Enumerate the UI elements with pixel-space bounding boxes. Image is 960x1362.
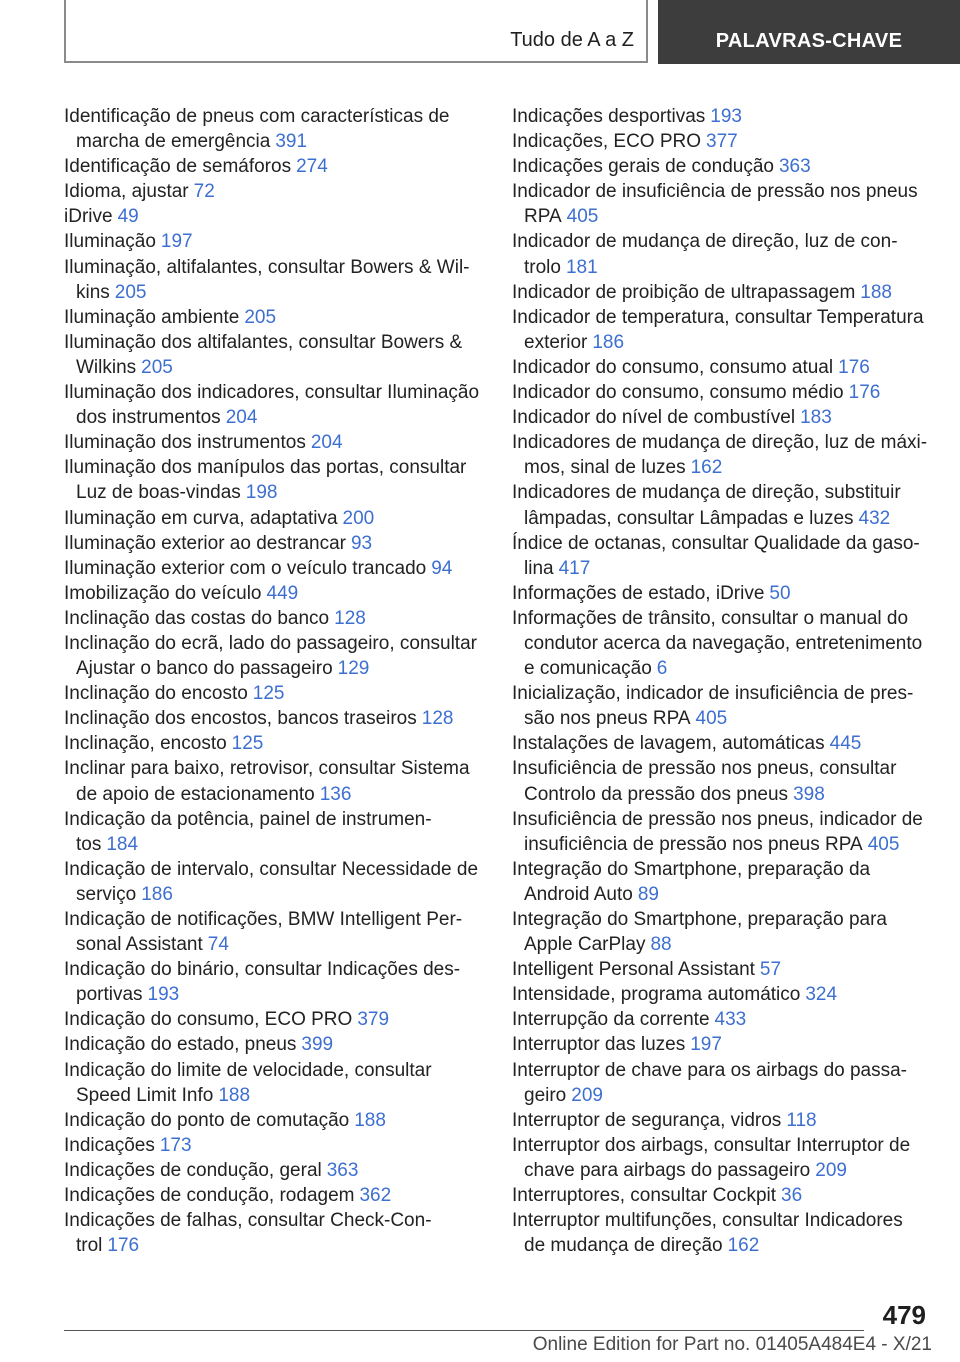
index-column-right	[512, 104, 932, 1258]
index-entry	[64, 1058, 482, 1108]
page-reference-link[interactable]: 445	[829, 733, 862, 755]
index-entry	[512, 907, 932, 957]
index-entry-text: dos instrumentos	[76, 407, 221, 429]
index-entry-text: Inclinar para baixo, retrovisor, consultar Sistema	[64, 758, 470, 780]
index-entry-text: Indicações gerais de condução	[512, 156, 774, 178]
index-entry-text: Insuficiência de pressão nos pneus, indicador de	[512, 808, 923, 830]
index-entry	[64, 1183, 482, 1208]
index-entry	[512, 581, 932, 606]
index-entry-text: Indicação do estado, pneus	[64, 1034, 297, 1056]
index-entry	[512, 1007, 932, 1032]
page-reference-link[interactable]: 49	[117, 206, 139, 228]
page-reference-link[interactable]: 377	[706, 131, 738, 153]
page-reference-link[interactable]: 89	[637, 883, 659, 905]
page-reference-link[interactable]: 181	[565, 256, 598, 278]
page-reference-link[interactable]: 6	[656, 658, 668, 680]
index-entry-text: Apple CarPlay	[524, 934, 646, 956]
page-reference-link[interactable]: 36	[781, 1185, 803, 1207]
index-entry-text: Inicialização, indicador de insuficiência de pres-	[512, 683, 914, 705]
index-entry-text: Ajustar o banco do passageiro	[76, 658, 333, 680]
index-entry	[64, 455, 482, 505]
index-entry-text: Iluminação exterior ao destrancar	[64, 532, 346, 554]
page-reference-link[interactable]: 93	[350, 532, 373, 554]
index-entry-text: Speed Limit Info	[76, 1084, 214, 1106]
index-entry-text: Indicadores de mudança de direção, luz de máxi-	[512, 432, 928, 454]
page-reference-link[interactable]: 176	[838, 356, 870, 378]
page-reference-link[interactable]: 129	[337, 658, 370, 680]
index-entry	[64, 255, 482, 305]
index-entry	[64, 907, 482, 957]
index-entry	[64, 531, 482, 556]
page-reference-link[interactable]: 74	[207, 934, 229, 956]
page-reference-link[interactable]: 399	[301, 1034, 334, 1056]
index-entry-text: Indicações de condução, geral	[64, 1159, 322, 1181]
index-entry-text: Controlo da pressão dos pneus	[524, 783, 789, 805]
index-entry	[64, 104, 482, 154]
chapter-tab: PALAVRAS-CHAVE	[658, 0, 960, 64]
index-entry-text: Interruptor de chave para os airbags do passa-	[512, 1059, 908, 1081]
index-entry	[512, 857, 932, 907]
page-reference-link[interactable]: 209	[815, 1159, 847, 1181]
page-reference-link[interactable]: 274	[296, 156, 328, 178]
index-entry-text: Indicações	[64, 1134, 155, 1156]
page-reference-link[interactable]: 125	[231, 733, 264, 755]
header-divider-rule	[646, 0, 648, 63]
page-reference-link[interactable]: 186	[592, 331, 625, 353]
index-entry-text: trol	[76, 1235, 103, 1257]
index-entry-text: Indicação de intervalo, consultar Necessidade de	[64, 858, 479, 880]
index-entry-text: Inclinação dos encostos, bancos traseiros	[64, 708, 417, 730]
page-reference-link[interactable]: 205	[244, 306, 277, 328]
index-entry-text: Indicador de temperatura, consultar Temperatura	[512, 306, 924, 328]
index-entry	[512, 480, 932, 530]
page-reference-link[interactable]: 176	[848, 382, 881, 404]
index-entry-text: Inclinação, encosto	[64, 733, 227, 755]
index-entry-text: Interruptor das luzes	[512, 1034, 686, 1056]
page-reference-link[interactable]: 417	[558, 557, 591, 579]
index-entry	[512, 681, 932, 731]
index-entry-text: chave para airbags do passageiro	[524, 1159, 811, 1181]
page-reference-link[interactable]: 57	[759, 959, 782, 981]
index-entry-text: portivas	[76, 984, 143, 1006]
index-entry	[64, 556, 482, 581]
index-entry-text: Android Auto	[524, 883, 633, 905]
index-entry-text: kins	[76, 281, 110, 303]
page-reference-link[interactable]: 193	[710, 106, 742, 127]
index-entry-text: Wilkins	[76, 356, 137, 378]
index-entry	[512, 982, 932, 1007]
page-reference-link[interactable]: 204	[310, 432, 343, 454]
section-label: Tudo de A a Z	[510, 29, 634, 51]
index-entry-text: Idioma, ajustar	[64, 181, 189, 203]
page-reference-link[interactable]: 50	[769, 582, 791, 604]
index-entry	[512, 154, 932, 179]
index-entry	[64, 1208, 482, 1258]
index-entry	[512, 179, 932, 229]
index-entry	[512, 129, 932, 154]
page-reference-link[interactable]: 125	[252, 683, 285, 705]
index-entry-text: Inclinação do encosto	[64, 683, 248, 705]
index-entry	[64, 1133, 482, 1158]
page-reference-link[interactable]: 391	[275, 131, 308, 153]
header-bottom-rule	[64, 61, 648, 63]
index-entry	[64, 506, 482, 531]
index-entry-text: Indicador de insuficiência de pressão nos pneus	[512, 181, 918, 203]
index-entry	[512, 355, 932, 380]
index-entry	[64, 380, 482, 430]
index-entry	[512, 807, 932, 857]
page-reference-link[interactable]: 405	[566, 206, 599, 228]
index-entry-text: Inclinação do ecrã, lado do passageiro, consultar	[64, 632, 477, 654]
index-entry-text: serviço	[76, 883, 137, 905]
index-entry	[512, 1133, 932, 1183]
index-entry-text: Integração do Smartphone, preparação da	[512, 858, 871, 880]
index-entry-text: Interrupção da corrente	[512, 1009, 710, 1031]
index-entry-text: Insuficiência de pressão nos pneus, consultar	[512, 758, 897, 780]
index-entry	[512, 229, 932, 279]
index-entry-text: Integração do Smartphone, preparação para	[512, 909, 887, 930]
index-entry-text: sonal Assistant	[76, 934, 203, 956]
index-entry-text: Iluminação dos indicadores, consultar Iluminação	[64, 382, 480, 404]
index-entry	[64, 606, 482, 631]
index-entry-text: Indicador do nível de combustível	[512, 407, 796, 429]
index-entry-text: RPA	[524, 206, 562, 228]
index-entry	[64, 756, 482, 806]
index-entry-text: condutor acerca da navegação, entretenimento	[524, 632, 923, 654]
page-reference-link[interactable]: 188	[354, 1109, 386, 1131]
page-reference-link[interactable]: 433	[714, 1009, 747, 1031]
page-reference-link[interactable]: 173	[159, 1134, 192, 1156]
page-reference-link[interactable]: 94	[431, 557, 453, 579]
index-entry-text: Imobilização do veículo	[64, 582, 262, 604]
page-reference-link[interactable]: 136	[319, 783, 352, 805]
index-entry-text: Interruptor dos airbags, consultar Interruptor de	[512, 1134, 911, 1156]
page-reference-link[interactable]: 118	[786, 1109, 817, 1131]
index-entry	[64, 857, 482, 907]
index-entry	[512, 280, 932, 305]
index-entry-text: insuficiência de pressão nos pneus RPA	[524, 833, 863, 855]
index-entry-text: de apoio de estacionamento	[76, 783, 315, 805]
index-entry-text: Indicações desportivas	[512, 106, 706, 127]
index-entry-text: Indicações de condução, rodagem	[64, 1185, 355, 1207]
index-entry-text: Indicação do ponto de comutação	[64, 1109, 350, 1131]
page-reference-link[interactable]: 162	[727, 1235, 760, 1257]
index-entry	[64, 204, 482, 229]
index-entry-text: são nos pneus RPA	[524, 708, 691, 730]
page-reference-link[interactable]: 128	[334, 607, 366, 629]
index-entry-text: exterior	[524, 331, 588, 353]
header-left-rule	[64, 0, 66, 63]
index-entry-text: Identificação de semáforos	[64, 156, 292, 178]
page-reference-link[interactable]: 72	[193, 181, 215, 203]
index-entry-text: Iluminação dos instrumentos	[64, 432, 306, 454]
index-entry	[64, 1007, 482, 1032]
index-entry-text: Iluminação dos altifalantes, consultar Bowers &	[64, 331, 463, 353]
index-entry-text: e comunicação	[524, 658, 652, 680]
page-reference-link[interactable]: 88	[650, 934, 672, 956]
index-entry-text: de mudança de direção	[524, 1235, 723, 1257]
index-entry-text: Indicação do limite de velocidade, consultar	[64, 1059, 432, 1081]
page-reference-link[interactable]: 362	[359, 1185, 392, 1207]
index-entry-text: Interruptor multifunções, consultar Indicadores	[512, 1210, 903, 1232]
page-reference-link[interactable]: 176	[107, 1235, 140, 1257]
page-reference-link[interactable]: 379	[357, 1009, 390, 1031]
index-entry	[512, 756, 932, 806]
index-entry	[512, 731, 932, 756]
page-reference-link[interactable]: 183	[800, 407, 832, 429]
index-entry	[64, 807, 482, 857]
index-entry	[64, 957, 482, 1007]
index-entry-text: Indicações, ECO PRO	[512, 131, 702, 153]
page-header	[0, 0, 960, 66]
page-reference-link[interactable]: 449	[266, 582, 299, 604]
index-column-left	[64, 104, 482, 1258]
page-reference-link[interactable]: 405	[867, 833, 900, 855]
index-entry-text: Iluminação ambiente	[64, 306, 240, 328]
footer-rule	[64, 1330, 864, 1331]
index-entry-text: lina	[524, 557, 554, 579]
index-entry-text: Intensidade, programa automático	[512, 984, 801, 1006]
index-entry-text: Iluminação, altifalantes, consultar Bowers & Wil-	[64, 256, 470, 278]
index-entry-text: Identificação de pneus com características de	[64, 106, 450, 127]
page-reference-link[interactable]: 186	[141, 883, 173, 905]
index-entry-text: Intelligent Personal Assistant	[512, 959, 755, 981]
index-entry-text: Indicações de falhas, consultar Check-Con-	[64, 1210, 432, 1232]
page-number: 479	[882, 1300, 926, 1330]
index-entry-text: Indicador de mudança de direção, luz de con-	[512, 231, 898, 253]
index-entry-text: Iluminação em curva, adaptativa	[64, 507, 338, 529]
page-reference-link[interactable]: 363	[778, 156, 811, 178]
index-entry-text: Indicadores de mudança de direção, substituir	[512, 482, 901, 504]
page-reference-link[interactable]: 209	[571, 1084, 603, 1106]
index-entry-text: Interruptores, consultar Cockpit	[512, 1185, 777, 1207]
index-entry	[64, 179, 482, 204]
page-reference-link[interactable]: 197	[160, 231, 193, 253]
index-entry	[512, 430, 932, 480]
edition-note: Online Edition for Part no. 01405A484E4 - X/21	[532, 1334, 932, 1355]
index-entry	[512, 531, 932, 581]
index-entry-text: Indicação do binário, consultar Indicações des-	[64, 959, 461, 981]
index-entry	[512, 1108, 932, 1133]
index-entry	[64, 681, 482, 706]
index-entry-text: mos, sinal de luzes	[524, 457, 686, 479]
index-entry	[512, 405, 932, 430]
index-entry	[64, 581, 482, 606]
index-entry-text: Indicador do consumo, consumo médio	[512, 382, 844, 404]
page-reference-link[interactable]: 200	[342, 507, 375, 529]
index-entry	[512, 380, 932, 405]
index-entry-text: Inclinação das costas do banco	[64, 607, 330, 629]
index-entry	[64, 1108, 482, 1133]
index-entry	[512, 1058, 932, 1108]
index-entry-text: Iluminação dos manípulos das portas, consultar	[64, 457, 467, 479]
index-entry	[512, 1183, 932, 1208]
index-entry-text: trolo	[524, 256, 561, 278]
index-entry-text: Indicação do consumo, ECO PRO	[64, 1009, 353, 1031]
page-reference-link[interactable]: 197	[690, 1034, 722, 1056]
index-entry-text: Iluminação exterior com o veículo trancado	[64, 557, 427, 579]
index-entry	[64, 229, 482, 254]
index-entry	[512, 1032, 932, 1057]
index-entry	[512, 104, 932, 129]
index-entry	[64, 305, 482, 330]
index-entry	[512, 305, 932, 355]
index-entry	[512, 606, 932, 681]
page-reference-link[interactable]: 363	[326, 1159, 359, 1181]
page-reference-link[interactable]: 162	[690, 457, 723, 479]
index-entry	[64, 430, 482, 455]
index-entry-text: Informações de estado, iDrive	[512, 582, 765, 604]
index-entry	[64, 731, 482, 756]
index-entry	[64, 154, 482, 179]
index-entry-text: Informações de trânsito, consultar o manual do	[512, 607, 909, 629]
index-entry-text: Índice de octanas, consultar Qualidade da gaso-	[512, 532, 920, 554]
index-entry-text: Indicação da potência, painel de instrumen-	[64, 808, 432, 830]
index-entry-text: Instalações de lavagem, automáticas	[512, 733, 825, 755]
index-entry-text: marcha de emergência	[76, 131, 271, 153]
page-reference-link[interactable]: 188	[218, 1084, 251, 1106]
index-entry	[64, 1032, 482, 1057]
index-entry-text: Iluminação	[64, 231, 156, 253]
index-entry-text: Indicador do consumo, consumo atual	[512, 356, 834, 378]
index-entry	[512, 957, 932, 982]
index-entry-text: Indicador de proibição de ultrapassagem	[512, 281, 856, 303]
page-reference-link[interactable]: 432	[858, 507, 891, 529]
page-reference-link[interactable]: 398	[793, 783, 825, 805]
page-reference-link[interactable]: 193	[147, 984, 180, 1006]
index-entry	[64, 706, 482, 731]
page-reference-link[interactable]: 128	[421, 708, 454, 730]
page-reference-link[interactable]: 198	[245, 482, 278, 504]
index-entry	[64, 631, 482, 681]
index-entry-text: lâmpadas, consultar Lâmpadas e luzes	[524, 507, 854, 529]
index-entry	[64, 1158, 482, 1183]
index-entry-text: geiro	[524, 1084, 567, 1106]
index-entry-text: Indicação de notificações, BMW Intelligent Per-	[64, 909, 463, 930]
index-entry-text: iDrive	[64, 206, 113, 228]
page-reference-link[interactable]: 324	[805, 984, 838, 1006]
index-entry-text: Luz de boas-vindas	[76, 482, 241, 504]
index-entry-text: tos	[76, 833, 102, 855]
index-entry-text: Interruptor de segurança, vidros	[512, 1109, 782, 1131]
index-entry	[512, 1208, 932, 1258]
page-reference-link[interactable]: 188	[860, 281, 892, 303]
page-reference-link[interactable]: 205	[141, 356, 173, 378]
index-entry	[64, 330, 482, 380]
page-reference-link[interactable]: 184	[106, 833, 139, 855]
page-reference-link[interactable]: 204	[225, 407, 258, 429]
page-reference-link[interactable]: 405	[695, 708, 728, 730]
page-reference-link[interactable]: 205	[114, 281, 147, 303]
